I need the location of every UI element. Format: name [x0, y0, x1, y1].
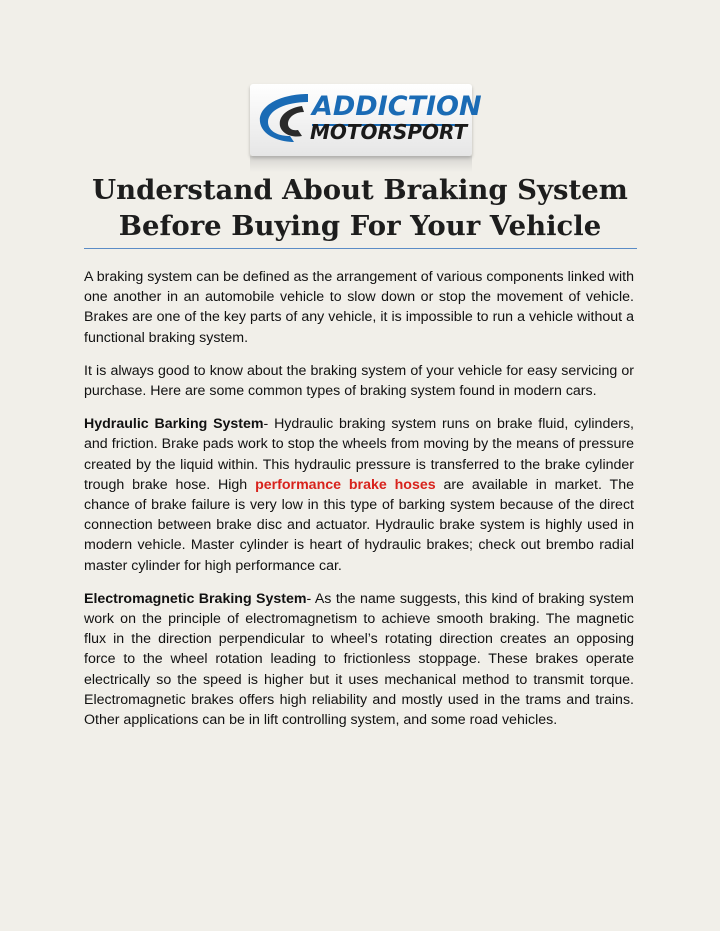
paragraph-intro: A braking system can be defined as the arrangement of various components linked with one another in an automobile vehicle to slow down or stop the movement of vehicle. Brakes are one of the key parts of any vehicle, it is impossible to run a vehicle without a functional braking system. [84, 269, 634, 346]
paragraph-types: It is always good to know about the braking system of your vehicle for easy servicing or purchase. Here are some common types of braking system found in modern cars. [84, 362, 634, 400]
electromagnetic-text: - As the name suggests, this kind of braking system work on the principle of electromagnetism to achieve smooth braking. The magnetic flux in the direction perpendicular to wheel’s rotating direction creates an opposing force to the wheel rotation leading to frictionless stoppage. These brakes operate electrically so the speed is higher but it uses mechanical method to transmit torque. Electromagnetic brakes offers high reliability and mostly used in the trams and trains. Other applications can be in lift controlling system, and some road vehicles. [84, 590, 635, 729]
logo-reflection [250, 156, 472, 172]
electromagnetic-heading: Electromagnetic Braking System [84, 590, 307, 607]
paragraph-electromagnetic [84, 589, 634, 730]
title-line-1: Understand About Braking System [92, 174, 628, 206]
hydraulic-text-b: are available in market. The chance of brake failure is very low in this type of barking system because of the direct connection between brake disc and actuator. Hydraulic brake system is highly used in modern vehicle. Master cylinder is heart of hydraulic brakes; check out brembo radial master cylinder for high performance car. [84, 476, 634, 574]
addiction-motorsport-logo [250, 84, 482, 156]
hydraulic-heading: Hydraulic Barking System [84, 416, 264, 433]
title-divider [84, 248, 637, 249]
page-title [84, 172, 636, 244]
logo-line-1: ADDICTION [312, 91, 482, 122]
logo-line-2: MOTORSPORT [310, 120, 468, 144]
article-body [84, 267, 634, 743]
title-line-2: Before Buying For Your Vehicle [118, 210, 602, 242]
paragraph-hydraulic [84, 414, 634, 576]
hydraulic-text-a: - Hydraulic braking system runs on brake fluid, cylinders, and friction. Brake pads work to stop the wheels from moving by the means of pressure created by the liquid within. This hydraulic pressure is transferred to the brake cylinder trough brake hose. High [84, 416, 634, 493]
performance-brake-hoses-link[interactable]: performance brake hoses [255, 476, 436, 493]
